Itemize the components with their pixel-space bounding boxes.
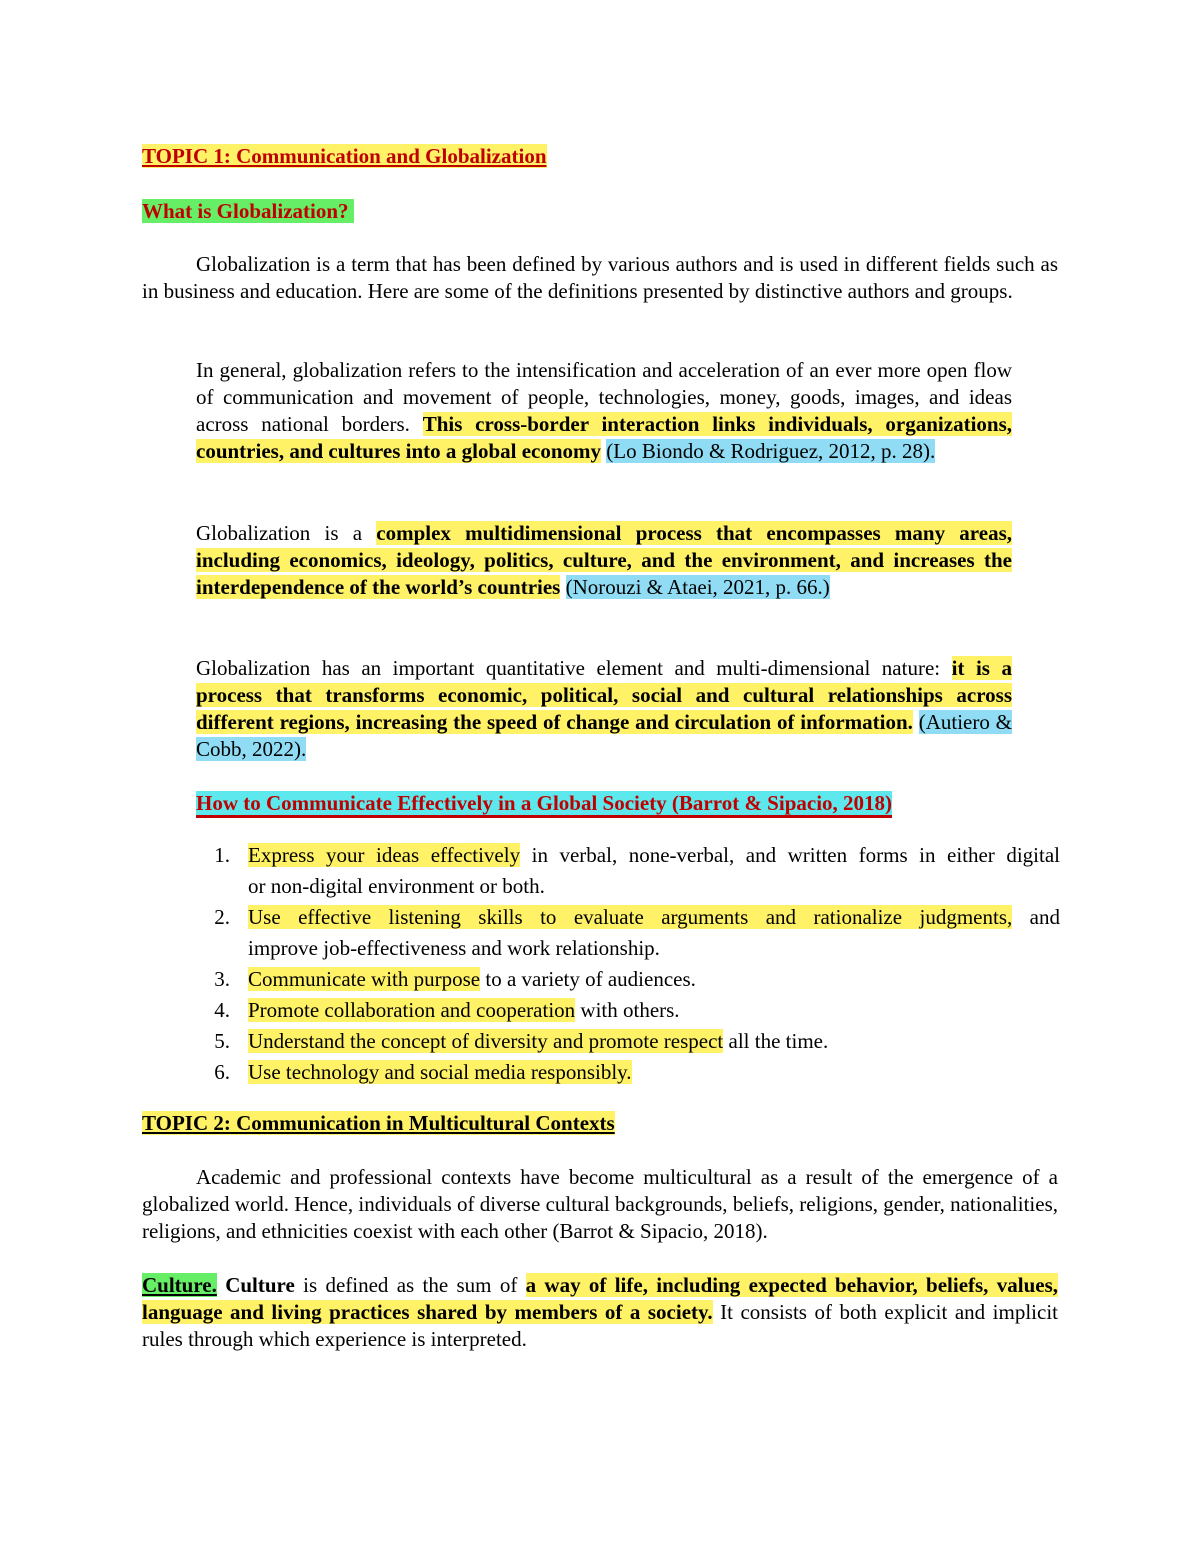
definition-1-citation: (Lo Biondo & Rodriguez, 2012, p. 28). bbox=[606, 439, 936, 463]
topic1-title: TOPIC 1: Communication and Globalization bbox=[142, 144, 547, 168]
list-item bbox=[200, 1028, 1060, 1056]
culture-label: Culture. bbox=[142, 1273, 217, 1297]
intro-paragraph: Globalization is a term that has been defined by various authors and is used in different fields such as in business and education. Here are some of the definitions presented by distinctive authors and groups. bbox=[142, 252, 1058, 303]
list-number: 6. bbox=[214, 1060, 230, 1084]
list-number: 4. bbox=[214, 998, 230, 1022]
definition-2-text: Globalization is a bbox=[196, 521, 363, 545]
list-item-text: in verbal, none-verbal, and written forms in either digital bbox=[520, 843, 1060, 867]
culture-term: Culture bbox=[225, 1273, 295, 1297]
definition-2 bbox=[196, 520, 1012, 601]
question-heading bbox=[142, 198, 354, 225]
effective-communication-list bbox=[200, 842, 1060, 1092]
list-number: 2. bbox=[214, 905, 230, 929]
list-item-text: to a variety of audiences. bbox=[480, 967, 696, 991]
list-item bbox=[200, 904, 1060, 964]
list-item-highlight: Communicate with purpose bbox=[248, 967, 481, 991]
list-item-highlight: Understand the concept of diversity and promote respect bbox=[248, 1029, 724, 1053]
definition-3-text: Globalization has an important quantitative element and multi-dimensional nature: bbox=[196, 656, 941, 680]
question-title: What is Globalization? bbox=[142, 199, 349, 223]
list-item bbox=[200, 997, 1060, 1025]
definition-3-citation: (Autiero & Cobb, 2022). bbox=[196, 710, 1012, 761]
list-item bbox=[200, 966, 1060, 994]
list-item bbox=[200, 1059, 1060, 1087]
definition-1-text: In general, globalization refers to the intensification and acceleration of an ever more open flow of communication and movement of people, technologies, money, goods, images, and ideas across national borders. bbox=[196, 358, 1012, 436]
list-item-highlight: Promote collaboration and cooperation bbox=[248, 998, 576, 1022]
list-item-highlight: Use technology and social media responsibly. bbox=[248, 1060, 632, 1084]
definition-1 bbox=[196, 357, 1012, 465]
culture-rest: It consists of both explicit and implicit rules through which experience is interpreted. bbox=[142, 1300, 1058, 1351]
topic2-title: TOPIC 2: Communication in Multicultural Contexts bbox=[142, 1111, 615, 1135]
list-item-continuation: or non-digital environment or both. bbox=[248, 874, 545, 898]
definition-3-bold: it is a process that transforms economic, political, social and cultural relationships across different regions, increasing the speed of change and circulation of information. bbox=[196, 656, 1012, 734]
definition-2-citation: (Norouzi & Ataei, 2021, p. 66.) bbox=[565, 575, 830, 599]
definition-3 bbox=[196, 655, 1012, 763]
list-number: 5. bbox=[214, 1029, 230, 1053]
topic2-heading bbox=[142, 1110, 615, 1137]
topic2-paragraph: Academic and professional contexts have become multicultural as a result of the emergence of a globalized world. Hence, individuals of diverse cultural backgrounds, beliefs, religions, gender, nationalities, religions, and ethnicities coexist with each other (Barrot & Sipacio, 2018). bbox=[142, 1165, 1058, 1243]
culture-definition: a way of life, including expected behavior, beliefs, values, language and living practices shared by members of a society. bbox=[142, 1273, 1059, 1324]
definition-1-bold: This cross-border interaction links individuals, organizations, countries, and cultures into a global economy bbox=[196, 412, 1013, 463]
definition-2-bold: complex multidimensional process that encompasses many areas, including economics, ideology, politics, culture, and the environment, and increases the interdependence of the world’s countries bbox=[196, 521, 1012, 599]
topic1-heading bbox=[142, 143, 547, 170]
list-item bbox=[200, 842, 1060, 902]
list-number: 3. bbox=[214, 967, 230, 991]
howto-heading bbox=[196, 790, 892, 817]
list-item-text: and bbox=[1012, 905, 1060, 929]
list-item-text: with others. bbox=[575, 998, 680, 1022]
list-item-highlight: Express your ideas effectively bbox=[248, 843, 521, 867]
culture-paragraph bbox=[142, 1272, 1058, 1353]
howto-title: How to Communicate Effectively in a Global Society (Barrot & Sipacio, 2018) bbox=[196, 791, 892, 818]
list-item-continuation: improve job-effectiveness and work relationship. bbox=[248, 936, 660, 960]
culture-text: is defined as the sum of bbox=[294, 1273, 526, 1297]
list-number: 1. bbox=[214, 843, 230, 867]
list-item-highlight: Use effective listening skills to evaluate arguments and rationalize judgments, bbox=[248, 905, 1013, 929]
list-item-text: all the time. bbox=[723, 1029, 829, 1053]
